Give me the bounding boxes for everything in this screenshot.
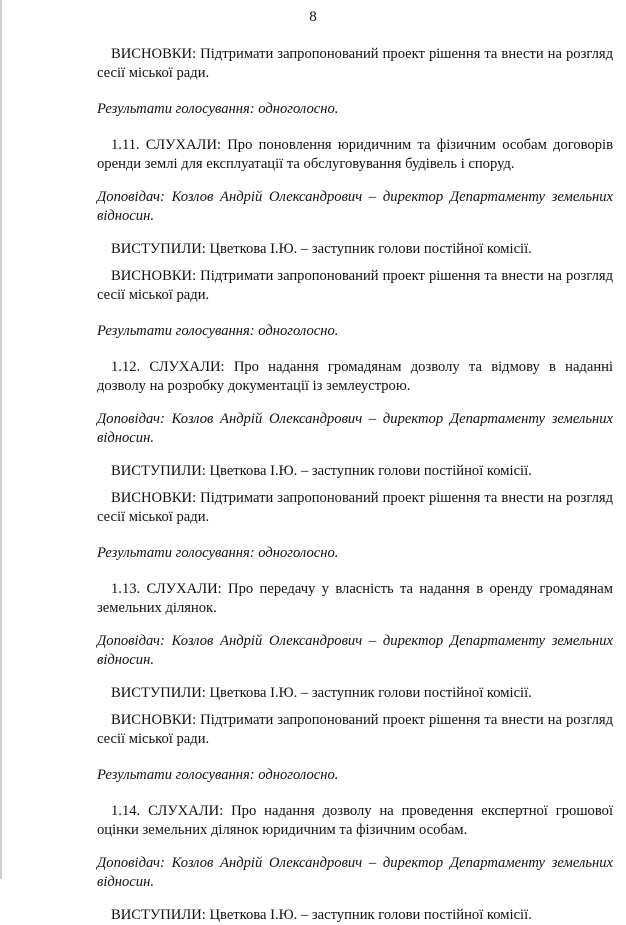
vote-result: Результати голосування: одноголосно. bbox=[97, 767, 339, 783]
speaker-paragraph: Доповідач: Козлов Андрій Олександрович – директор Департаменту земельних відносин. bbox=[97, 189, 613, 224]
heard-item-1-14: 1.14. СЛУХАЛИ: Про надання дозволу на проведення експертної грошової оцінки земельних ділянок юридичним та фізичним особам. bbox=[97, 803, 613, 838]
conclusion-paragraph: ВИСНОВКИ: Підтримати запропонований проект рішення та внести на розгляд сесії міської ради. bbox=[97, 46, 613, 81]
conclusion-paragraph: ВИСНОВКИ: Підтримати запропонований проект рішення та внести на розгляд сесії міської ради. bbox=[97, 712, 613, 747]
heard-item-1-13: 1.13. СЛУХАЛИ: Про передачу у власність та надання в оренду громадянам земельних ділянок. bbox=[97, 581, 613, 616]
vote-result: Результати голосування: одноголосно. bbox=[97, 545, 339, 561]
spoke-paragraph: ВИСТУПИЛИ: Цветкова І.Ю. – заступник голови постійної комісії. bbox=[111, 685, 532, 701]
speaker-paragraph: Доповідач: Козлов Андрій Олександрович – директор Департаменту земельних відносин. bbox=[97, 855, 613, 890]
minutes-body bbox=[97, 45, 613, 925]
heard-item-1-11: 1.11. СЛУХАЛИ: Про поновлення юридичним та фізичним особам договорів оренди землі для експлуатації та обслуговування будівель і споруд. bbox=[97, 137, 613, 172]
conclusion-paragraph: ВИСНОВКИ: Підтримати запропонований проект рішення та внести на розгляд сесії міської ради. bbox=[97, 490, 613, 525]
spoke-paragraph: ВИСТУПИЛИ: Цветкова І.Ю. – заступник голови постійної комісії. bbox=[111, 241, 532, 257]
vote-result: Результати голосування: одноголосно. bbox=[97, 101, 339, 117]
vote-result: Результати голосування: одноголосно. bbox=[97, 323, 339, 339]
speaker-paragraph: Доповідач: Козлов Андрій Олександрович – директор Департаменту земельних відносин. bbox=[97, 411, 613, 446]
spoke-paragraph: ВИСТУПИЛИ: Цветкова І.Ю. – заступник голови постійної комісії. bbox=[111, 463, 532, 479]
heard-item-1-12: 1.12. СЛУХАЛИ: Про надання громадянам дозволу та відмову в наданні дозволу на розробку документації із землеустрою. bbox=[97, 359, 613, 394]
scan-edge bbox=[0, 0, 2, 879]
page-number: 8 bbox=[309, 9, 317, 25]
spoke-paragraph: ВИСТУПИЛИ: Цветкова І.Ю. – заступник голови постійної комісії. bbox=[111, 907, 532, 923]
conclusion-paragraph: ВИСНОВКИ: Підтримати запропонований проект рішення та внести на розгляд сесії міської ради. bbox=[97, 268, 613, 303]
speaker-paragraph: Доповідач: Козлов Андрій Олександрович – директор Департаменту земельних відносин. bbox=[97, 633, 613, 668]
